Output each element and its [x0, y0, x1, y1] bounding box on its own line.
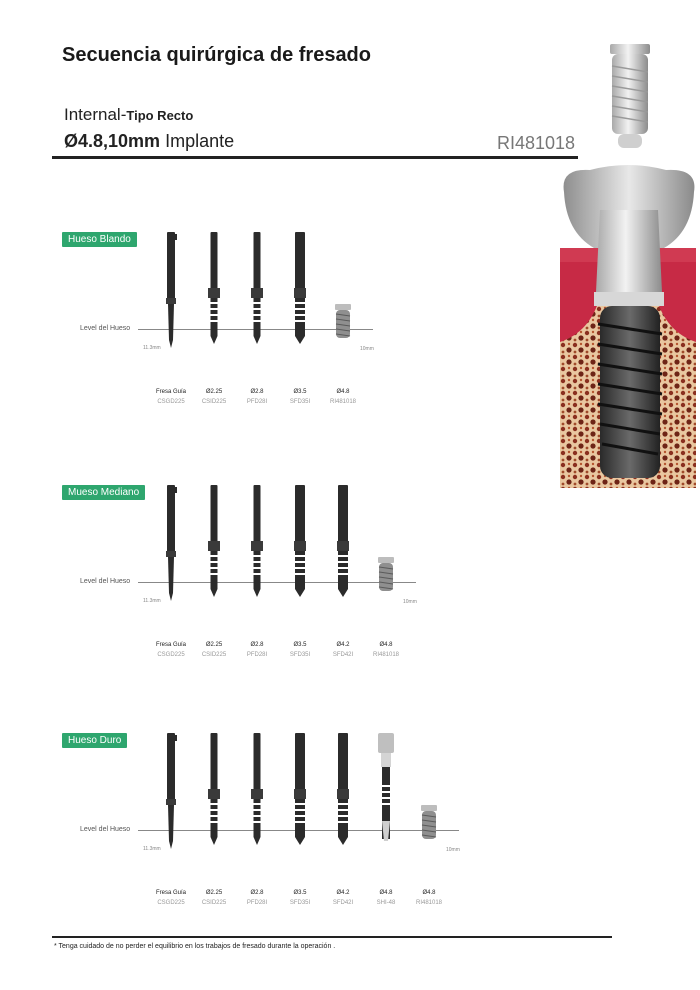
- tool-code: RI481018: [329, 399, 357, 405]
- implant-icon: [372, 485, 400, 616]
- bone-level-label: Level del Hueso: [80, 325, 131, 332]
- tool-name: Ø2.25: [205, 642, 223, 648]
- footer-divider: [52, 936, 612, 938]
- tool-code: RI481018: [415, 900, 443, 906]
- drill-icon: [243, 485, 271, 616]
- drill-icon: [243, 733, 271, 864]
- tool-code: CSGD225: [157, 900, 185, 906]
- tool-code: CSID225: [201, 900, 227, 906]
- tool-code: CSGD225: [157, 399, 185, 405]
- implant-length-label: 10mm: [360, 346, 374, 352]
- header-divider: [52, 156, 578, 159]
- drill-icon: [157, 232, 185, 363]
- tool-code: RI481018: [372, 652, 400, 658]
- tool-code: CSID225: [201, 399, 227, 405]
- drill-icon: [157, 485, 185, 616]
- tool-code: SFD35I: [289, 900, 311, 906]
- drill-icon: [200, 733, 228, 864]
- drill-icon: [200, 232, 228, 363]
- tool-name: Ø4.2: [336, 890, 350, 896]
- tool-name: Fresa Guía: [155, 389, 186, 395]
- drill-icon: [157, 733, 185, 864]
- subtitle-prefix: Internal-: [64, 105, 127, 124]
- tool-name: Ø4.8: [336, 389, 350, 395]
- tool-code: SFD35I: [289, 652, 311, 658]
- bone-type-badge: Mueso Mediano: [62, 485, 145, 500]
- tool-name: Ø4.2: [336, 642, 350, 648]
- tool-code: CSGD225: [157, 652, 185, 658]
- tool-name: Fresa Guía: [155, 642, 186, 648]
- tool-name: Ø4.8: [379, 642, 393, 648]
- footnote: * Tenga cuidado de no perder el equilibrio en los trabajos de fresado durante la operación .: [54, 943, 336, 950]
- bone-type-badge: Hueso Blando: [62, 232, 137, 247]
- tool-code: CSID225: [201, 652, 227, 658]
- tool-code: SFD42I: [332, 652, 354, 658]
- drill-icon: [329, 733, 357, 864]
- tool-name: Ø2.8: [250, 389, 264, 395]
- tool-name: Ø4.8: [422, 890, 436, 896]
- bone-type-badge: Hueso Duro: [62, 733, 127, 748]
- tool-name: Ø2.25: [205, 389, 223, 395]
- implant-length-label: 10mm: [403, 599, 417, 605]
- implant-diameter: [64, 131, 234, 152]
- subtitle-type: Tipo Recto: [126, 108, 194, 123]
- tool-code: PFD28I: [246, 900, 268, 906]
- product-code: RI481018: [497, 133, 576, 153]
- implant-illustration: [560, 42, 696, 488]
- guide-depth-label: 11.3mm: [143, 846, 161, 852]
- tool-name: Ø2.25: [205, 890, 223, 896]
- drill-icon: [200, 485, 228, 616]
- small-implant-icon: [610, 44, 650, 148]
- drill-icon: [286, 733, 314, 864]
- tool-name: Ø4.8: [379, 890, 393, 896]
- drill-icon: [286, 485, 314, 616]
- drill-icon: [329, 485, 357, 616]
- implant-icon: [329, 232, 357, 363]
- tool-name: Ø2.8: [250, 642, 264, 648]
- tap-drill-icon: [372, 733, 400, 864]
- tool-name: Ø3.5: [293, 642, 307, 648]
- tool-name: Fresa Guía: [155, 890, 186, 896]
- tool-code: PFD28I: [246, 399, 268, 405]
- drill-icon: [243, 232, 271, 363]
- guide-depth-label: 11.3mm: [143, 598, 161, 604]
- implant-subtitle: [64, 105, 193, 125]
- tool-code: PFD28I: [246, 652, 268, 658]
- drill-icon: [286, 232, 314, 363]
- tool-name: Ø3.5: [293, 389, 307, 395]
- tool-code: SFD35I: [289, 399, 311, 405]
- tool-name: Ø2.8: [250, 890, 264, 896]
- tool-code: SFD42I: [332, 900, 354, 906]
- diameter-bold: Ø4.8,10mm: [64, 131, 161, 151]
- implant-length-label: 10mm: [446, 847, 460, 853]
- bone-level-label: Level del Hueso: [80, 826, 131, 833]
- tool-code: SHI-48: [376, 900, 396, 906]
- page-title: Secuencia quirúrgica de fresado: [62, 44, 371, 66]
- tool-name: Ø3.5: [293, 890, 307, 896]
- diameter-rest: Implante: [165, 131, 235, 151]
- bone-level-label: Level del Hueso: [80, 578, 131, 585]
- implant-icon: [415, 733, 443, 864]
- guide-depth-label: 11.3mm: [143, 345, 161, 351]
